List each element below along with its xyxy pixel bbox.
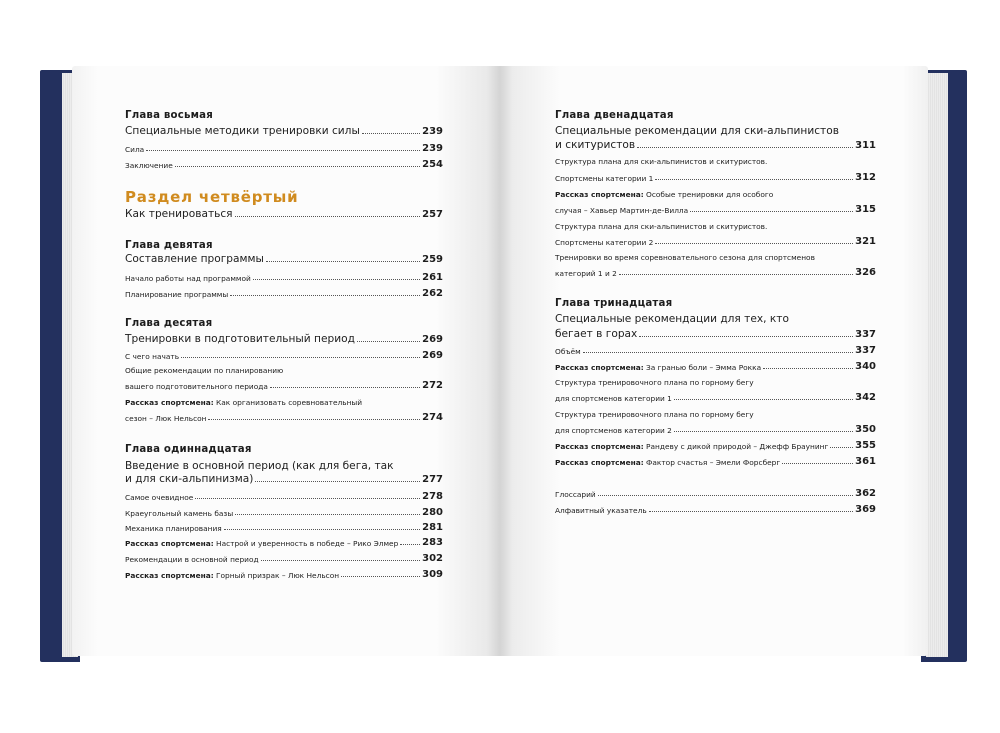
left-page-contents	[125, 0, 443, 733]
section-4-heading: Раздел четвёртый	[125, 188, 299, 206]
toc-entry[interactable]: категорий 1 и 2 326	[555, 267, 876, 278]
toc-entry[interactable]: случая – Хавьер Мартин-де-Вилла 315	[555, 204, 876, 215]
chapter-12-heading: Глава двенадцатая	[555, 110, 674, 121]
chapter-13-heading: Глава тринадцатая	[555, 298, 673, 309]
toc-entry-index[interactable]: Алфавитный указатель 369	[555, 504, 876, 515]
toc-entry-line: Введение в основной период (как для бега, так	[125, 460, 394, 472]
toc-entry[interactable]: Спортсмены категории 1 312	[555, 172, 876, 183]
toc-entry[interactable]: Как тренироваться 257	[125, 208, 443, 220]
toc-entry[interactable]: Объём 337	[555, 345, 876, 356]
toc-entry-line: Структура плана для ски-альпинистов и скитуристов.	[555, 157, 768, 166]
right-page-contents	[555, 0, 876, 733]
chapter-9-heading: Глава девятая	[125, 240, 213, 251]
toc-entry[interactable]: Самое очевидное 278	[125, 491, 443, 502]
toc-entry[interactable]: Специальные методики тренировки силы 239	[125, 125, 443, 137]
toc-entry[interactable]: бегает в горах 337	[555, 328, 876, 340]
toc-entry[interactable]: Механика планирования 281	[125, 522, 443, 533]
toc-entry[interactable]: для спортсменов категории 2 350	[555, 424, 876, 435]
toc-entry[interactable]: и для ски-альпинизма) 277	[125, 473, 443, 485]
toc-entry-line: Тренировки во время соревновательного сезона для спортсменов	[555, 253, 815, 262]
toc-entry[interactable]: для спортсменов категории 1 342	[555, 392, 876, 403]
toc-entry-line: Рассказ спортсмена: Как организовать соревновательный	[125, 398, 363, 407]
toc-entry-glossary[interactable]: Глоссарий 362	[555, 488, 876, 499]
toc-entry[interactable]: Составление программы 259	[125, 253, 443, 265]
toc-entry[interactable]: Краеугольный камень базы 280	[125, 507, 443, 518]
toc-entry-line: Общие рекомендации по планированию	[125, 366, 284, 375]
chapter-11-heading: Глава одиннадцатая	[125, 444, 252, 455]
toc-entry[interactable]: Сила 239	[125, 143, 443, 154]
toc-entry[interactable]: Рассказ спортсмена: Горный призрак – Люк Нельсон 309	[125, 569, 443, 580]
toc-entry-line: Структура плана для ски-альпинистов и скитуристов.	[555, 222, 768, 231]
toc-entry[interactable]: Рассказ спортсмена: Рандеву с дикой природой – Джефф Браунинг 355	[555, 440, 876, 451]
toc-entry[interactable]: Планирование программы 262	[125, 288, 443, 299]
toc-entry[interactable]: и скитуристов 311	[555, 139, 876, 151]
toc-entry-line: Специальные рекомендации для ски-альпинистов	[555, 125, 839, 137]
toc-entry[interactable]: С чего начать 269	[125, 350, 443, 361]
toc-entry[interactable]: Заключение 254	[125, 159, 443, 170]
toc-entry[interactable]: Рекомендации в основной период 302	[125, 553, 443, 564]
toc-entry-line: Специальные рекомендации для тех, кто	[555, 313, 789, 325]
toc-entry-line: Рассказ спортсмена: Особые тренировки для особого	[555, 190, 774, 199]
toc-entry-line: Структура тренировочного плана по горному бегу	[555, 378, 754, 387]
toc-entry[interactable]: Начало работы над программой 261	[125, 272, 443, 283]
toc-entry[interactable]: Рассказ спортсмена: За гранью боли – Эмма Рокка 340	[555, 361, 876, 372]
toc-entry[interactable]: вашего подготовительного периода 272	[125, 380, 443, 391]
toc-entry-line: Структура тренировочного плана по горному бегу	[555, 410, 754, 419]
chapter-10-heading: Глава десятая	[125, 318, 213, 329]
chapter-8-heading: Глава восьмая	[125, 110, 213, 121]
toc-entry[interactable]: сезон – Люк Нельсон 274	[125, 412, 443, 423]
toc-entry[interactable]: Спортсмены категории 2 321	[555, 236, 876, 247]
toc-entry[interactable]: Рассказ спортсмена: Фактор счастья – Эмели Форсберг 361	[555, 456, 876, 467]
toc-entry[interactable]: Рассказ спортсмена: Настрой и уверенность в победе – Рико Элмер 283	[125, 537, 443, 548]
toc-entry[interactable]: Тренировки в подготовительный период 269	[125, 333, 443, 345]
